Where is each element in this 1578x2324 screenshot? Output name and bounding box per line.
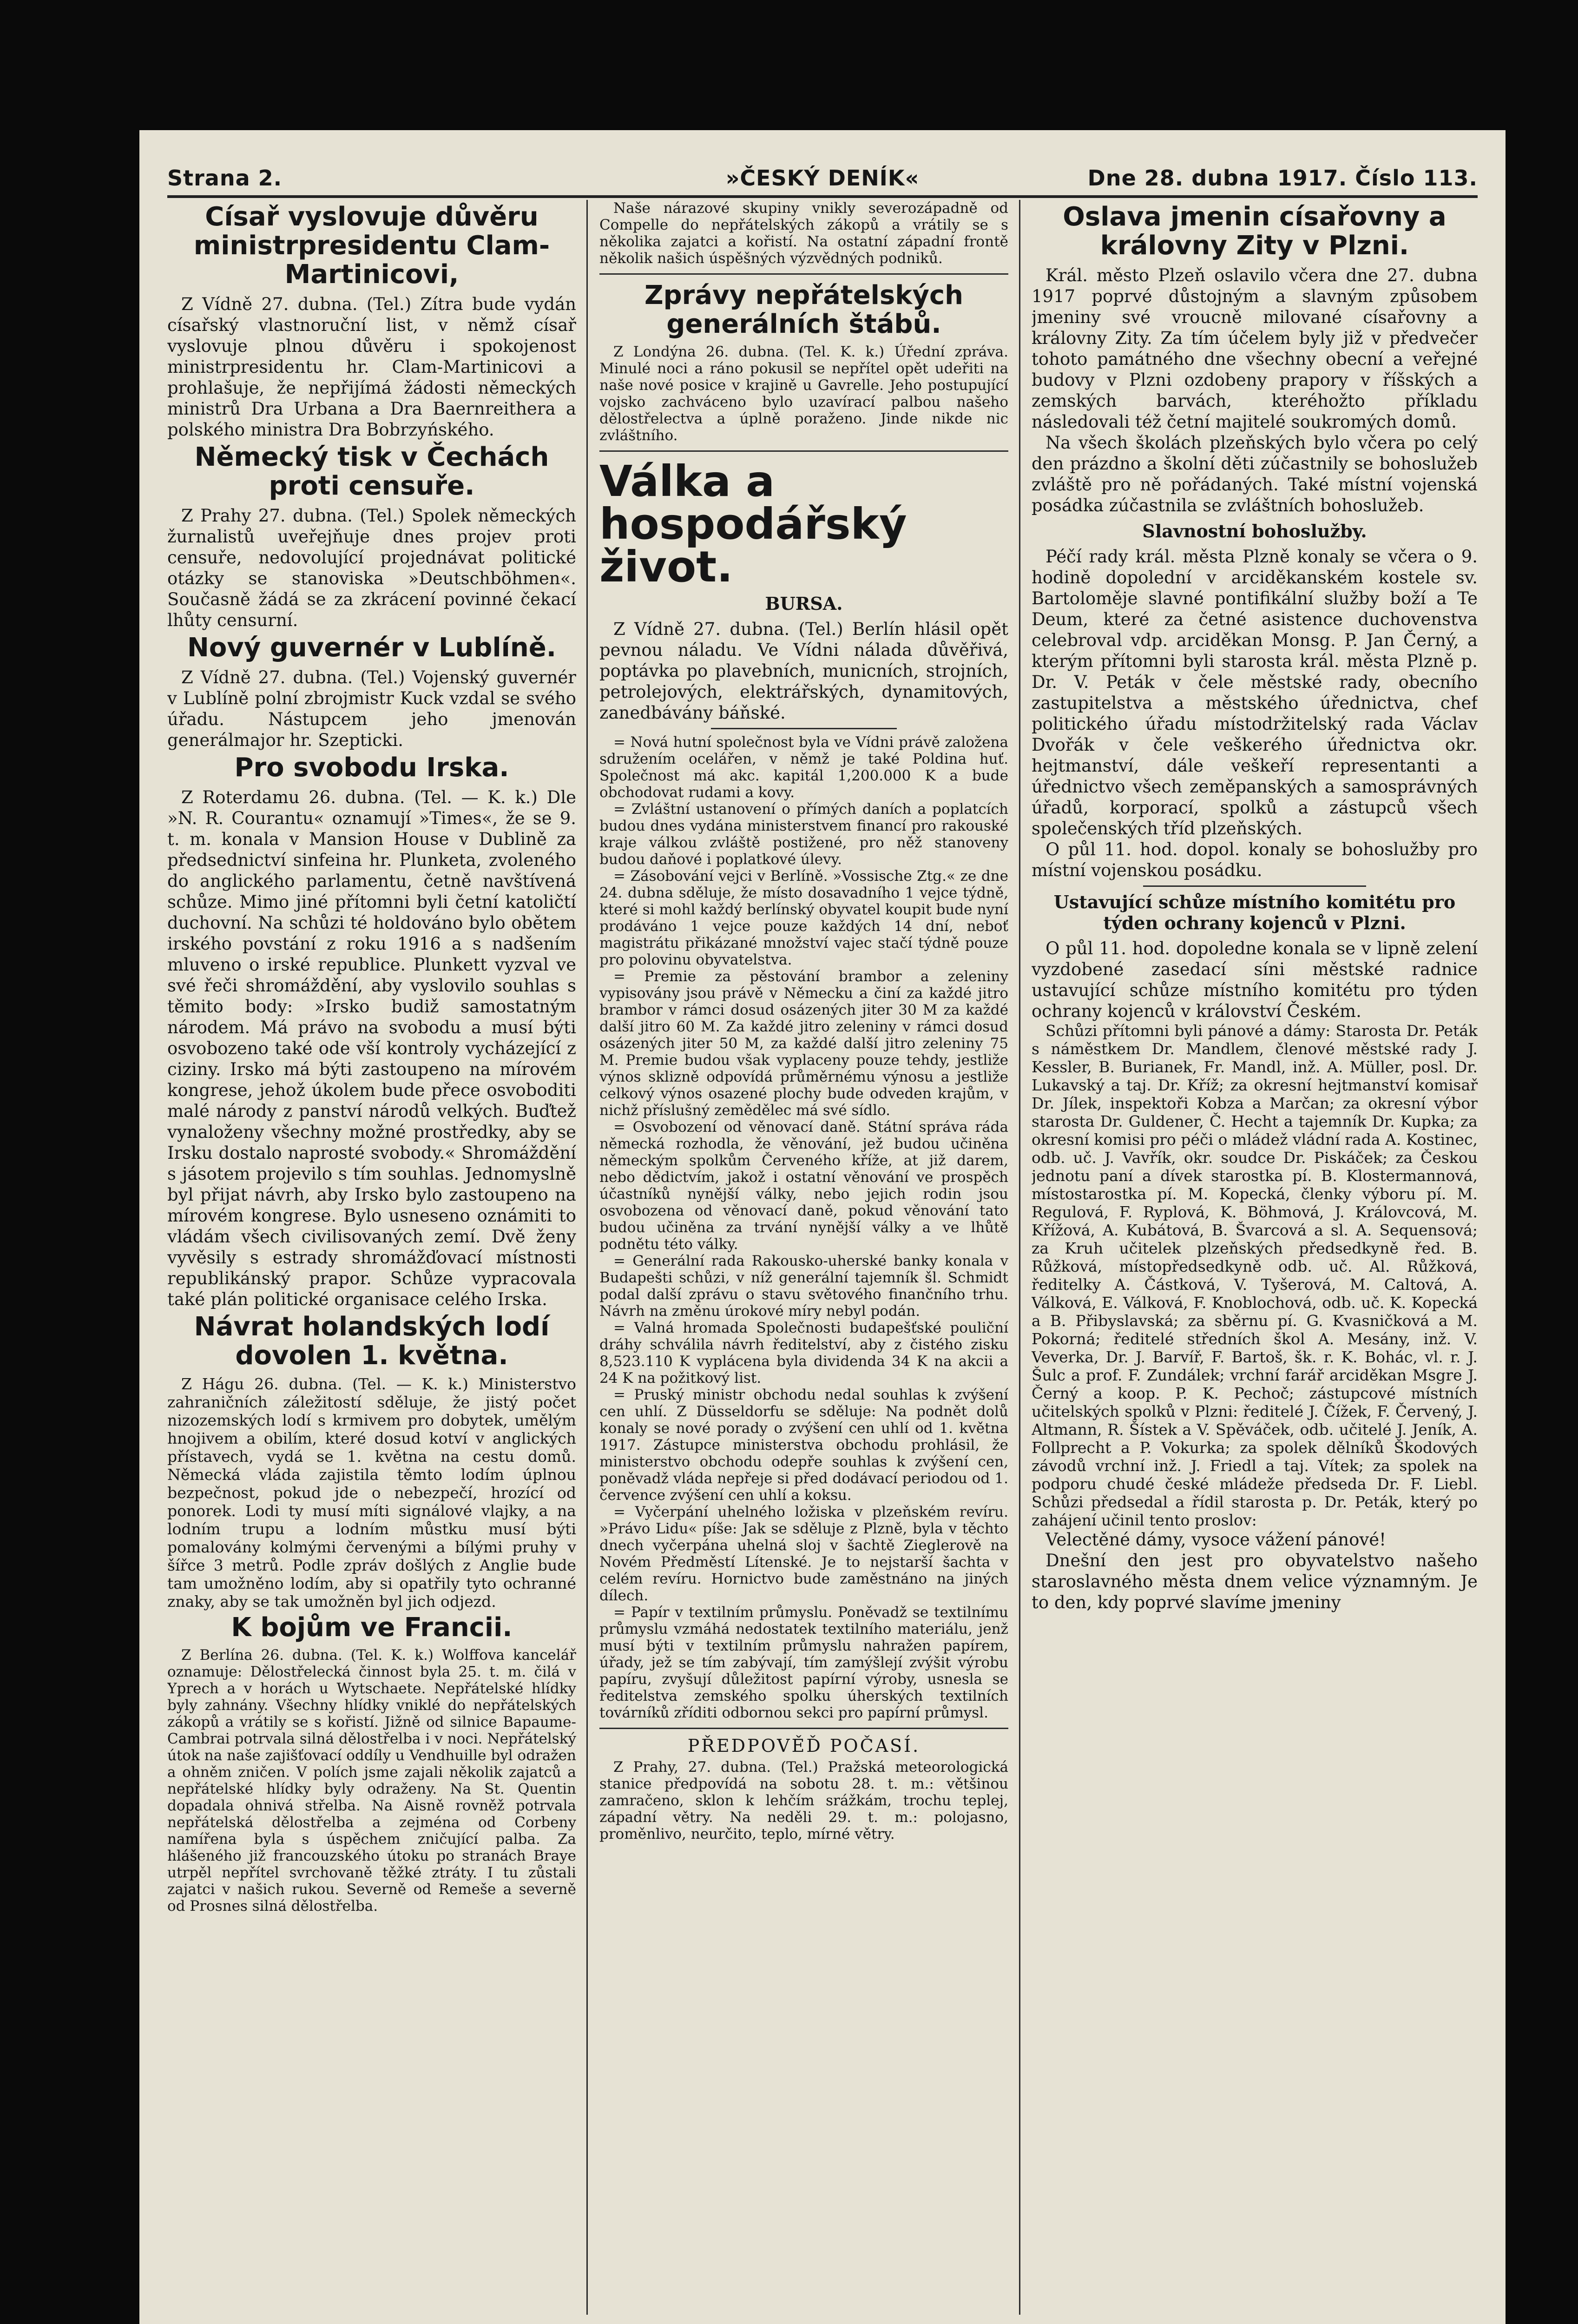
column-2: [599, 200, 1008, 2315]
headline-lublin-governor: Nový guvernér v Lublíně.: [187, 633, 556, 663]
article-bourse: Z Vídně 27. dubna. (Tel.) Berlín hlásil opět pevnou náladu. Ve Vídni nálada důvěřivá, poptávka po plavebních, municních, strojních, petrolejových, elektrářských, dynamitových, zanedbávány báňské.: [599, 619, 1008, 723]
newspaper-page: [139, 130, 1506, 2324]
article-committee-paragraph-1: O půl 11. hod. dopoledne konala se v lipně zelení vyzdobené zasedací síni městské radnice ustavující schůze místního komitétu pro týden ochrany kojenců v království Českém.: [1032, 938, 1478, 1021]
column-rule-2: [1019, 200, 1020, 2315]
news-item-budapest-tram: = Valná hromada Společnosti budapešťské pouliční dráhy schválila návrh ředitelství, aby z čistého zisku 8,523.110 K vyplácena byla dividenda 34 K na akcii a 24 K na požitkový list.: [599, 1320, 1008, 1386]
headline-battles-france: K bojům ve Francii.: [231, 1612, 513, 1643]
article-zita-paragraph-4: O půl 11. hod. dopol. konaly se bohoslužby pro místní vojenskou posádku.: [1032, 839, 1478, 880]
article-dutch-ships: Z Hágu 26. dubna. (Tel. — K. k.) Ministerstvo zahraničních záležitostí sděluje, že jistý počet nizozemských lodí s krmivem pro dobytek, umělým hnojivem a obilím, které dosud kotví v anglických přístavech, vydá se 1. května na cestu domů. Německá vláda zajistila těmto lodím úplnou bezpečnost, pokud jde o nebezpečí, hrozící od ponorek. Lodi ty musí míti signálové vlajky, a na lodním trupu a lodním můstku musí býti pomalovány kolmými červenými a bílými pruhy v šířce 3 metrů. Podle zpráv došlých z Anglie bude tam umožněno lodím, aby si opatřily tyto ochranné znaky, aby se tak umožněn byl jich odjezd.: [167, 1375, 576, 1611]
article-france-continued: Naše nárazové skupiny vnikly severozápadně od Compelle do nepřátelských zákopů a vrátily se s několika zajatci a kořistí. Na ostatní západní frontě několik našich úspěšných výzvědných podniků.: [599, 200, 1008, 267]
article-zita-paragraph-1: Král. město Plzeň oslavilo včera dne 27. dubna 1917 poprvé důstojným a slavným způsobem jmeniny své vroucně milované císařovny a královny Zity. Za tím účelem byly již v předvečer tohoto památného dne všechny obecní a veřejné budovy v Plzni ozdobeny prapory v říšských a zemských barvách, kteréhožto příkladu následovali též četní majitelé soukromých domů.: [1032, 265, 1478, 432]
news-item-gift-tax: = Osvobození od věnovací daně. Státní správa ráda německá rozhodla, že věnování, jež budou učiněna německým spolkům Červeného kříže, at již darem, nebo dědictvím, jakož i ostatní věnování ve prospěch účastníků nynější války, nebo jejich rodin jsou osvobozena od věnovací daně, pokud věnování tato budou učiněna za trvání nynější války a ve lhůtě podnětu této války.: [599, 1119, 1008, 1253]
newspaper-title: »ČESKÝ DENÍK«: [725, 165, 920, 191]
article-german-press: Z Prahy 27. dubna. (Tel.) Spolek německých žurnalistů uveřejňuje dnes projev proti censuře, nedovolující projednávat politické otázky se stanoviska »Deutschböhmen«. Současně žádá se za zkrácení povinné čekací lhůty censurní.: [167, 506, 576, 630]
headline-weather: PŘEDPOVĚĎ POČASÍ.: [687, 1736, 920, 1756]
article-enemy-staffs: Z Londýna 26. dubna. (Tel. K. k.) Úřední zpráva. Minulé noci a ráno pokusil se nepřítel opět udeřiti na naše nové posice v krajině u Gavrelle. Jeho postupující vojsko zachváceno bylo uzavírací palbou našeho dělostřelectva a úplně poraženo. Jinde nikde nic zvláštního.: [599, 343, 1008, 444]
article-committee-paragraph-4: Dnešní den jest pro obyvatelstvo našeho staroslavného města dnem velice významným. Je to den, kdy poprvé slavíme jmeniny: [1032, 1551, 1478, 1612]
article-weather: Z Prahy, 27. dubna. (Tel.) Pražská meteorologická stanice předpovídá na sobotu 28. t. m.: většinou zamračeno, sklon k lehčím srážkám, trochu teplej, západní větry. Na neděli 29. t. m.: polojasno, proměnlivo, neurčito, teplo, mírné větry.: [599, 1759, 1008, 1842]
article-zita-paragraph-2: Na všech školách plzeňských bylo včera po celý den prázdno a školní děti zúčastnily se bohoslužeb zvláště pro ně pořádaných. Také místní vojenská posádka zúčastnila se zvláštních bohoslužeb.: [1032, 433, 1478, 515]
article-committee-paragraph-2: Schůzi přítomni byli pánové a dámy: Starosta Dr. Peták s náměstkem Dr. Mandlem, členové městské rady J. Kessler, B. Burianek, Fr. Mandl, inž. A. Müller, posl. Dr. Lukavský a taj. Dr. Kříž; za okresní hejtmanství komisař Dr. Jílek, inspektoři Kobza a Marčan; za okresní výbor starosta Dr. Guldener, Č. Hecht a tajemník Dr. Kupka; za okresní komisi pro péči o mládež vládní rada A. Kostinec, odb. uč. J. Vavřík, okr. soudce Dr. Piskáček; za Českou jednotu paní a dívek starostka pí. B. Klostermannová, místostarostka pí. M. Kopecká, členky výboru pí. M. Regulová, F. Ryplová, K. Böhmová, J. Královcová, M. Křížová, A. Kubátová, B. Švarcová a sl. A. Sequensová; za Kruh učitelek plzeňských předsedkyně řed. B. Růžková, místopředsedkyně odb. uč. Al. Růžková, ředitelky A. Částková, V. Tyšerová, M. Caltová, A. Válková, E. Válková, F. Knoblochová, odb. uč. K. Kopecká a B. Přibyslavská; za sběrnu pí. G. Kvasničková a M. Pokorná; ředitelé středních škol A. Mesány, inž. V. Veverka, Dr. J. Barvíř, F. Bartoš, šk. r. K. Bohác, vl. r. J. Šulc a prof. F. Zundálek; vrchní farář arciděkan Msgre J. Černý a koop. P. K. Pechoč; zástupcové místních učitelských spolků v Plzni: ředitelé J. Čížek, F. Červený, J. Altmann, R. Šístek a V. Spěváček, odb. učitelé J. Jeník, A. Follprecht a P. Vokurka; za spolek dělníků Škodových závodů vrchní inž. J. Friedl a taj. Vítek; za spolek na podporu chudé české mládeže předseda Dr. F. Liebl. Schůzi předsedal a řídil starosta p. Dr. Peták, který po zahájení učinil tento proslov:: [1032, 1022, 1478, 1529]
news-item-eggs: = Zásobování vejci v Berlíně. »Vossische Ztg.« ze dne 24. dubna sděluje, že místo dosavadního 1 vejce týdně, které si mohl každý berlínský obyvatel koupit bude nyní prodáváno 1 vejce pouze každých 14 dní, neboť magistrátu přikázané množství vajec stačí týdně pouze pro polovinu obyvatelstva.: [599, 868, 1008, 968]
article-committee-greeting: Velectěné dámy, vysoce vážení pánové!: [1045, 1530, 1387, 1550]
subheading-services: Slavnostní bohoslužby.: [1142, 521, 1367, 541]
separator: [599, 273, 1008, 275]
article-ireland: Z Roterdamu 26. dubna. (Tel. — K. k.) Dle »N. R. Courantu« oznamují »Times«, že se 9. t. m. konala v Mansion House v Dublině za předsednictví sinfeina hr. Plunketa, zvoleného do anglického parlamentu, četně navštívená schůze. Mimo jiné přítomni byli četní katoličtí duchovní. Na schůzi té holdováno bylo obětem irského povstání z roku 1916 a s nadšením mluveno o irské republice. Plunkett vyzval ve své řeči shromáždění, aby vyslovilo souhlas s těmito body: »Irsko budiž samostatným národem. Má právo na svobodu a musí býti osvobozeno také ode vší kontroly vycházející z ciziny. Irsko má býti zastoupeno na mírovém kongrese, jehož úkolem bude přece osvoboditi malé národy z panství národů velkých. Buďtež vynaloženy všechny možné prostředky, aby se Irsku dostalo naprosté svobody.« Shromáždění s jásotem projevilo s tím souhlas. Jednomyslně byl přijat návrh, aby Irsko bylo zastoupeno na mírovém kongrese. Bylo usneseno oznámiti to vládám všech civilisovaných zemí. Dvě ženy vyvěsily s estrady shromážďovací místnosti republikánský prapor. Schůze vypracovala také plán politické organisace celého Irska.: [167, 787, 576, 1309]
news-item-bank-council: = Generální rada Rakousko-uherské banky konala v Budapešti schůzi, v níž generální tajemník šl. Schmidt podal další zprávu o stavu světového finančního trhu. Návrh na změnu úrokové míry nebyl podán.: [599, 1253, 1008, 1320]
separator: [599, 450, 1008, 452]
news-item-steelworks: = Nová hutní společnost byla ve Vídni právě založena sdružením ocelářen, v němž je také Poldina huť. Společnost má akc. kapitál 1,200.000 K a bude obchodovat rudami a kovy.: [599, 734, 1008, 801]
headline-infant-committee: Ustavující schůze místního komitétu pro týden ochrany kojenců v Plzni.: [1053, 891, 1456, 933]
news-item-paper-textile: = Papír v textilním průmyslu. Poněvadž se textilnímu průmyslu vzmáhá nedostatek textilního materiálu, jenž musí býti v textilním průmyslu nahražen papírem, úřady, jež se tím zabývají, tím zamýšlejí zvýšit výrobu papíru, zvyšují důležitost papírní výroby, usnesla se ředitelstva zemského spolku úherských textilních továrníků zříditi odbornou sekci pro papírní průmysl.: [599, 1604, 1008, 1721]
headline-zita-nameday: Oslava jmenin císařovny a královny Zity v Plzni.: [1063, 202, 1446, 261]
headline-war-economy: Válka a hospodářský život.: [599, 456, 907, 592]
article-zita-paragraph-3: Péčí rady král. města Plzně konaly se včera o 9. hodině dopolední v arciděkanském kostele sv. Bartoloměje slavné pontifikální služby boží a Te Deum, které za četné asistence duchovenstva celebroval vdp. arciděkan Monsg. P. Jan Černý, a kterým přítomni byli starosta král. města Plzně p. Dr. V. Peták v čele městské rady, obecního zastupitelstva a městského úřednictva, chef politického úřadu místodržitelský rada Václav Dvořák v čele veškerého úřednictva okr. hejtmanství, dále veškeří representanti a úřednictvo všech zeměpanských a samosprávných úřadů, korporací, spolků a zástupců všech společenských tříd plzeňských.: [1032, 547, 1478, 838]
article-lublin-governor: Z Vídně 27. dubna. (Tel.) Vojenský guvernér v Lublíně polní zbrojmistr Kuck vzdal se svého úřadu. Nástupcem jeho jmenován generálmajor hr. Szepticki.: [167, 667, 576, 750]
headline-german-press: Německý tisk v Čechách proti censuře.: [194, 442, 549, 501]
column-rule-1: [586, 200, 588, 2315]
news-item-coal-prices: = Pruský ministr obchodu nedal souhlas k zvýšení cen uhlí. Z Düsseldorfu se sděluje: Na podnět dolů konaly se nové porady o zvýšení cen uhlí od 1. května 1917. Zástupce ministerstva obchodu prohlásil, že ministerstvo obchodu odepře souhlas k zvýšení cen, poněvadž vláda nepřeje si před dodávací periodou od 1. července zvýšení cen uhlí a koksu.: [599, 1386, 1008, 1504]
separator: [711, 728, 897, 729]
page-number: Strana 2.: [167, 165, 283, 191]
headline-dutch-ships: Návrat holandských lodí dovolen 1. května.: [194, 1312, 550, 1371]
news-item-coal-seam: = Vyčerpání uhelného ložiska v plzeňském revíru. »Právo Lidu« píše: Jak se sděluje z Plzně, byla v těchto dnech vyčerpána uhelná sloj v šachtě Zieglerově na Novém Předměstí Lítenské. Je to nejstarší šachta v celém revíru. Hornictvo bude zaměstnáno na jiných dílech.: [599, 1504, 1008, 1604]
subheading-bourse: BURSA.: [765, 593, 843, 614]
headline-enemy-staffs: Zprávy nepřátelských generálních štábů.: [644, 280, 964, 339]
headline-ireland: Pro svobodu Irska.: [234, 753, 509, 783]
headline-emperor-confidence: Císař vyslovuje důvěru ministrpresidentu Clam-Martinicovi,: [193, 202, 550, 290]
column-1: [167, 200, 576, 2315]
news-item-potato-premium: = Premie za pěstování brambor a zeleniny vypisovány jsou právě v Německu a činí za každé jitro brambor v rámci dosud osázených jiter 30 M za každé další jitro 60 M. Za každé jitro zeleniny v rámci dosud osázených jiter 50 M, za každé další jitro zeleniny 75 M. Premie budou však vyplaceny pouze tehdy, jestliže výnos sklizně odpovídá průměrnému výnosu a jestliže celkový výnos osazené plochy bude odveden krajům, v nichž příslušný zemědělec má své sídlo.: [599, 968, 1008, 1119]
news-item-taxes: = Zvláštní ustanovení o přímých daních a poplatcích budou dnes vydána ministerstvem financí pro rakouské kraje válkou zvláště postižené, pro něž stanoveny budou daňové i poplatkové úlevy.: [599, 801, 1008, 868]
article-emperor-confidence: Z Vídně 27. dubna. (Tel.) Zítra bude vydán císařský vlastnoruční list, v němž císař vyslovuje plnou důvěru i spokojenost ministrpresidentu hr. Clam-Martinicovi a prohlašuje, že nepřijímá žádosti německých ministrů Dra Urbana a Dra Baernreithera a polského ministra Dra Bobrzyńského.: [167, 294, 576, 440]
masthead: [167, 153, 1478, 198]
separator: [599, 1728, 1008, 1729]
column-3: [1032, 200, 1478, 2315]
article-battles-france: Z Berlína 26. dubna. (Tel. K. k.) Wolffova kancelář oznamuje: Dělostřelecká činnost byla 25. t. m. čilá v Yprech a v horách u Wytschaete. Nepřátelské hlídky byly zahnány. Všechny hlídky vniklé do nepřátelských zákopů a vrátily se s kořistí. Jižně od silnice Bapaume-Cambrai potrvala silná dělostřelba i v noci. Nepřátelský útok na naše zajišťovací oddíly u Vendhuille byl odražen a ohněm zničen. V polích jsme zajali několik zajatců a nepřátelské hlídky byly odraženy. Na St. Quentin dopadala ohnivá střelba. Na Aisně rovněž potrvala nepřátelská dělostřelba a zejména od Corbeny namířena byla s úspěchem zničující palba. Za hlášeného již francouzského útoku po stranách Braye utrpěl nepřítel svrchovaně těžké ztráty. I tu zůstali zajatci v našich rukou. Severně od Remeše a severně od Prosnes silná dělostřelba.: [167, 1647, 576, 1915]
separator: [1143, 885, 1366, 887]
issue-date: Dne 28. dubna 1917. Číslo 113.: [1087, 165, 1478, 191]
